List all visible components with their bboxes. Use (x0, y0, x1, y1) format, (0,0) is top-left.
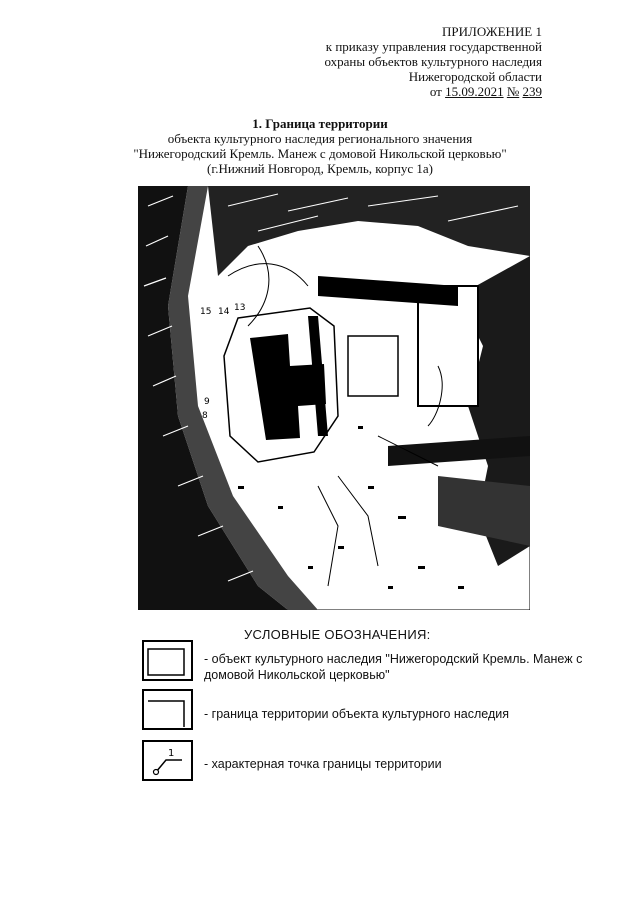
map-point-8: 8 (202, 411, 208, 421)
heading-line-1: объекта культурного наследия регионального значения (167, 131, 473, 146)
appendix-line-1: к приказу управления государственной (325, 39, 542, 54)
boundary-point-symbol (142, 740, 194, 782)
appendix-title: ПРИЛОЖЕНИЕ 1 (442, 24, 542, 39)
map-point-9: 9 (204, 397, 210, 407)
appendix-line-2: охраны объектов культурного наследия (324, 54, 542, 69)
site-map (138, 186, 530, 610)
legend-item-territory-boundary: - граница территории объекта культурного наследия (204, 707, 510, 721)
heritage-object-symbol (142, 640, 194, 682)
point-symbol-label: 1 (168, 748, 175, 759)
heading-line-2: "Нижегородский Кремль. Манеж с домовой Никольской церковью" (133, 146, 507, 161)
appendix-header (282, 24, 542, 99)
map-point-14: 14 (218, 307, 230, 317)
appendix-line-3: Нижегородской области (408, 69, 542, 84)
document-heading (0, 116, 640, 176)
number-prefix: № (506, 84, 520, 99)
date-prefix: от (429, 84, 442, 99)
appendix-date-line (282, 84, 542, 99)
order-date: 15.09.2021 (445, 84, 504, 99)
legend-item-boundary-point: - характерная точка границы территории (204, 757, 442, 771)
heading-title: 1. Граница территории (252, 116, 388, 131)
heading-line-3: (г.Нижний Новгород, Кремль, корпус 1а) (207, 161, 433, 176)
legend-title: УСЛОВНЫЕ ОБОЗНАЧЕНИЯ: (244, 627, 431, 642)
order-number: 239 (522, 84, 542, 99)
legend-item-heritage-object: - объект культурного наследия "Нижегородский Кремль. Манеж с домовой Никольской церковью" (204, 652, 583, 682)
site-map-drawing (138, 186, 530, 610)
map-point-15: 15 (200, 307, 212, 317)
territory-boundary-symbol (142, 689, 194, 731)
map-point-13: 13 (234, 303, 246, 313)
